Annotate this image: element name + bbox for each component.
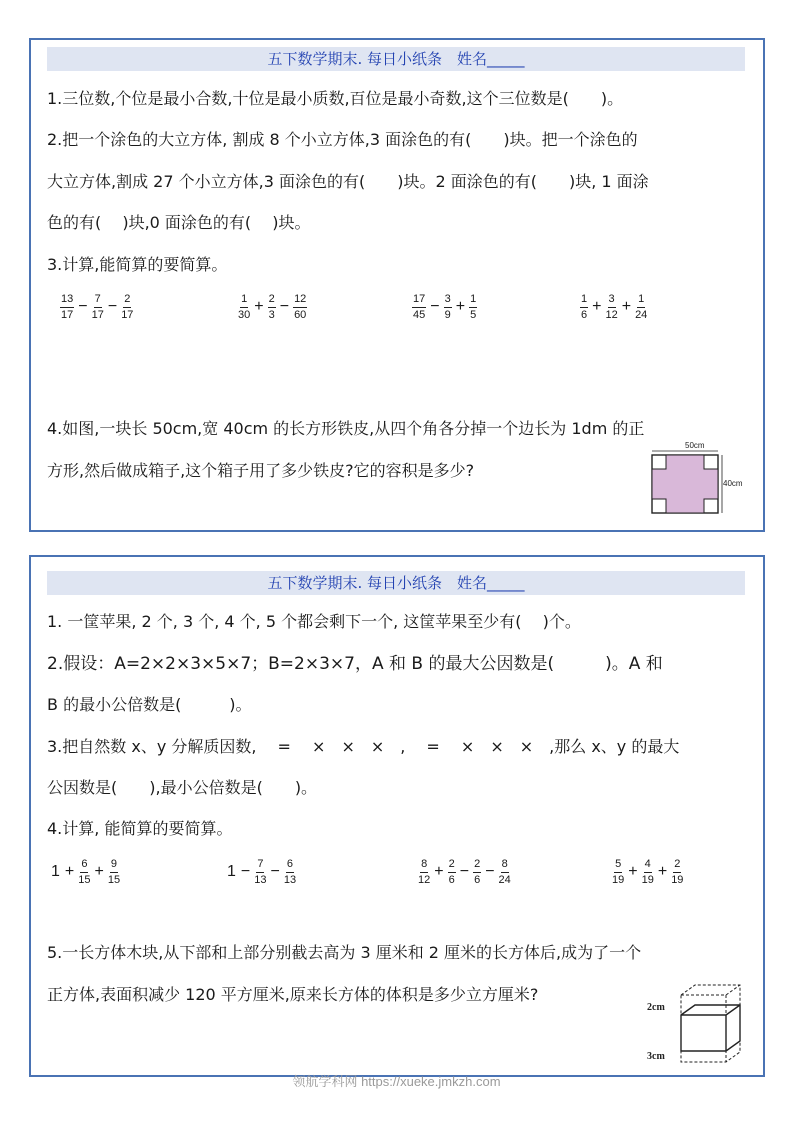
fraction xyxy=(412,293,426,322)
expression xyxy=(411,290,478,324)
question-4-line-2: 方形,然后做成箱子,这个箱子用了多少铁皮?它的容积是多少? xyxy=(47,461,475,480)
numerator: 1 xyxy=(469,293,477,308)
denominator: 13 xyxy=(283,873,297,886)
question-1: 1. 一筐苹果, 2 个, 3 个, 4 个, 5 个都会剩下一个, 这筐苹果至少有( )个。 xyxy=(47,612,581,631)
denominator: 15 xyxy=(107,873,121,886)
fraction xyxy=(418,858,430,887)
expression xyxy=(227,855,297,889)
question-2-line-2: B 的最小公倍数是( )。 xyxy=(47,695,252,714)
fraction xyxy=(78,858,90,887)
fraction xyxy=(293,293,307,322)
question-2-line-3: 色的有( )块,0 面涂色的有( )块。 xyxy=(47,213,311,232)
question-1: 1.三位数,个位是最小合数,十位是最小质数,百位是最小奇数,这个三位数是( )。 xyxy=(47,89,624,108)
numerator: 2 xyxy=(473,858,481,873)
denominator: 3 xyxy=(268,308,275,321)
fraction xyxy=(238,293,250,322)
expression xyxy=(417,855,512,889)
numerator: 2 xyxy=(673,858,681,873)
fraction xyxy=(605,293,617,322)
denominator: 30 xyxy=(238,308,251,321)
numerator: 9 xyxy=(110,858,118,873)
operator: + xyxy=(628,863,638,880)
denominator: 12 xyxy=(418,873,431,886)
operator: − xyxy=(459,863,470,880)
operator: + xyxy=(592,298,602,315)
denominator: 19 xyxy=(612,873,625,886)
fraction xyxy=(268,293,276,322)
question-4-line-1: 4.如图,一块长 50cm,宽 40cm 的长方形铁皮,从四个角各分掉一个边长为 1dm 的正 xyxy=(47,419,645,438)
question-2-line-1: 2.假设：A=2×2×3×5×7；B=2×3×7，A 和 B 的最大公因数是( )。A 和 xyxy=(47,654,663,674)
calc-expressions xyxy=(31,855,763,889)
question-5-line-1: 5.一长方体木块,从下部和上部分别截去高为 3 厘米和 2 厘米的长方体后,成为了一个 xyxy=(47,943,642,962)
denominator: 17 xyxy=(91,308,104,321)
operator: + xyxy=(621,298,632,315)
denominator: 6 xyxy=(474,873,481,886)
worksheet-card-1 xyxy=(29,38,765,532)
numerator: 8 xyxy=(420,858,428,873)
top-cut-label: 2cm xyxy=(647,1002,665,1013)
fraction xyxy=(108,858,120,887)
cuboid-figure xyxy=(645,977,745,1067)
numerator: 1 xyxy=(637,293,645,308)
numerator: 1 xyxy=(580,293,588,308)
operator: + xyxy=(455,298,466,315)
operator: − xyxy=(270,863,280,880)
whole-number: 1 xyxy=(227,863,236,880)
question-2-line-1: 2.把一个涂色的大立方体, 割成 8 个小立方体,3 面涂色的有( )块。把一个涂色的 xyxy=(47,130,638,149)
operator: − xyxy=(279,298,290,315)
fraction xyxy=(444,293,452,322)
fraction xyxy=(469,293,477,322)
denominator: 45 xyxy=(413,308,426,321)
operator: − xyxy=(107,298,118,315)
fraction xyxy=(254,858,266,887)
card-header: 五下数学期末. 每日小纸条 姓名_____ xyxy=(47,47,745,71)
expression xyxy=(237,290,308,324)
expression xyxy=(611,855,684,889)
denominator: 19 xyxy=(641,873,654,886)
bottom-cut-label: 3cm xyxy=(647,1051,665,1062)
operator: − xyxy=(240,863,251,880)
denominator: 24 xyxy=(498,873,511,886)
numerator: 8 xyxy=(501,858,509,873)
denominator: 6 xyxy=(581,308,588,321)
question-3-line-1: 3.把自然数 x、y 分解质因数, = × × × , = × × × ,那么 x、y 的最大 xyxy=(47,737,680,756)
calc-expressions xyxy=(31,290,763,324)
numerator: 2 xyxy=(123,293,131,308)
fraction xyxy=(473,858,481,887)
fraction xyxy=(121,293,133,322)
operator: + xyxy=(94,863,104,880)
numerator: 2 xyxy=(448,858,456,873)
operator: − xyxy=(430,298,440,315)
operator: + xyxy=(657,863,668,880)
denominator: 17 xyxy=(121,308,134,321)
fraction xyxy=(642,858,654,887)
footer-watermark: 领航学科网 https://xueke.jmkzh.com xyxy=(292,1074,501,1089)
numerator: 7 xyxy=(94,293,102,308)
fraction xyxy=(60,293,74,322)
numerator: 6 xyxy=(80,858,88,873)
operator: + xyxy=(254,298,264,315)
numerator: 17 xyxy=(412,293,426,308)
denominator: 24 xyxy=(635,308,648,321)
denominator: 9 xyxy=(444,308,451,321)
worksheet-card-2 xyxy=(29,555,765,1077)
numerator: 3 xyxy=(444,293,452,308)
numerator: 13 xyxy=(60,293,74,308)
numerator: 5 xyxy=(614,858,622,873)
numerator: 6 xyxy=(286,858,294,873)
expression xyxy=(579,290,648,324)
question-4: 4.计算, 能简算的要简算。 xyxy=(47,819,233,838)
fraction xyxy=(448,858,456,887)
expression xyxy=(59,290,134,324)
question-2-line-2: 大立方体,割成 27 个小立方体,3 面涂色的有( )块。2 面涂色的有( )块, 1 面涂 xyxy=(47,172,649,191)
card-header: 五下数学期末. 每日小纸条 姓名_____ xyxy=(47,571,745,595)
numerator: 4 xyxy=(644,858,652,873)
denominator: 13 xyxy=(254,873,267,886)
fraction xyxy=(92,293,104,322)
sheet-metal-figure xyxy=(643,441,755,519)
denominator: 60 xyxy=(294,308,307,321)
fraction xyxy=(499,858,511,887)
fraction xyxy=(612,858,624,887)
denominator: 12 xyxy=(605,308,618,321)
numerator: 1 xyxy=(240,293,248,308)
denominator: 5 xyxy=(470,308,477,321)
numerator: 2 xyxy=(268,293,276,308)
question-5-line-2: 正方体,表面积减少 120 平方厘米,原来长方体的体积是多少立方厘米? xyxy=(47,985,539,1004)
denominator: 17 xyxy=(61,308,74,321)
width-label: 50cm xyxy=(685,441,705,450)
numerator: 12 xyxy=(293,293,307,308)
question-3: 3.计算,能简算的要简算。 xyxy=(47,255,228,274)
fraction xyxy=(635,293,647,322)
denominator: 6 xyxy=(448,873,455,886)
fraction xyxy=(580,293,588,322)
whole-number: 1 xyxy=(51,863,60,880)
operator: + xyxy=(64,863,75,880)
fraction xyxy=(671,858,683,887)
denominator: 15 xyxy=(78,873,91,886)
numerator: 3 xyxy=(608,293,616,308)
denominator: 19 xyxy=(671,873,684,886)
expression xyxy=(51,855,121,889)
question-3-line-2: 公因数是( ),最小公倍数是( )。 xyxy=(47,778,318,797)
numerator: 7 xyxy=(256,858,264,873)
height-label: 40cm xyxy=(723,479,743,488)
operator: − xyxy=(78,298,88,315)
fraction xyxy=(284,858,296,887)
operator: + xyxy=(434,863,444,880)
operator: − xyxy=(485,863,495,880)
